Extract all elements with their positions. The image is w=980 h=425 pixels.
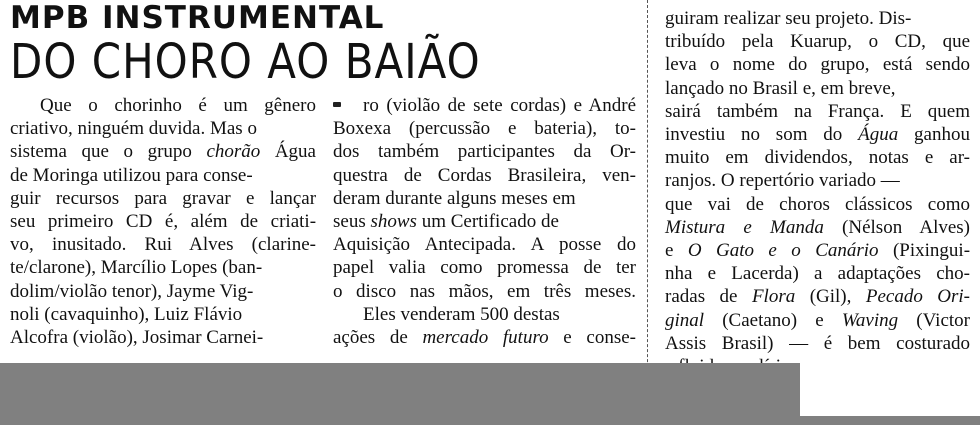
text-line: [665, 169, 970, 192]
line-text: ganhou: [898, 124, 970, 146]
line-text: guiram realizar seu projeto. Dis-: [665, 8, 912, 29]
line-text: Água: [260, 141, 316, 163]
text-line: [665, 100, 970, 123]
line-text: lançado no Brasil e, em breve,: [665, 77, 896, 99]
text-line: [333, 187, 636, 210]
text-line: [333, 164, 636, 187]
text-line: [665, 216, 970, 239]
line-text: muito em dividendos, notas e ar-: [665, 147, 970, 169]
text-line: [665, 146, 970, 169]
text-line: [10, 94, 316, 117]
line-text: deram durante alguns meses em: [333, 187, 576, 209]
article-kicker: MPB INSTRUMENTAL: [10, 0, 385, 36]
text-column-2: [333, 94, 636, 349]
text-line: [333, 303, 636, 326]
text-line: [333, 233, 636, 256]
line-text: leva o nome do grupo, está sendo: [665, 54, 970, 76]
text-line: [665, 332, 970, 355]
text-line: [10, 210, 316, 233]
text-line: [333, 140, 636, 163]
line-text: nha e Lacerda) a adaptações cho-: [665, 263, 970, 285]
line-text: guir recursos para gravar e lançar: [10, 187, 317, 209]
text-line: [665, 30, 970, 53]
italic-text: chorão: [206, 141, 261, 163]
column-divider: [647, 0, 648, 392]
text-line: [665, 7, 970, 30]
line-text: (Gil),: [795, 286, 866, 308]
italic-text: Pecado Ori-: [865, 286, 970, 308]
line-text: seus: [333, 211, 371, 233]
text-line: [665, 285, 970, 308]
text-line: [665, 262, 970, 285]
line-text: seu primeiro CD é, além de criati-: [10, 211, 317, 233]
line-text: noli (cavaquinho), Luiz Flávio: [10, 303, 243, 325]
text-column-3: [665, 7, 970, 425]
line-text: (Caetano) e: [704, 309, 842, 331]
italic-text: ginal: [665, 309, 705, 331]
text-line: [10, 187, 316, 210]
line-text: Que o chorinho é um gênero: [40, 95, 316, 116]
line-text: Assis Brasil) — é bem costurado: [665, 332, 971, 354]
text-line: [333, 326, 636, 349]
line-text: papel valia como promessa de ter: [333, 257, 637, 279]
line-text: e conse-: [548, 327, 636, 349]
line-text: questra de Cordas Brasileira, ven-: [333, 164, 636, 186]
text-line: [10, 326, 316, 349]
text-line: [10, 117, 316, 140]
line-text: ranjos. O repertório variado —: [665, 170, 900, 192]
text-column-1: [10, 94, 316, 349]
italic-text: Mistura e Manda: [665, 216, 824, 238]
text-line: [665, 53, 970, 76]
line-text: dos também participantes da Or-: [333, 141, 636, 163]
italic-text: Flora: [751, 286, 796, 308]
line-text: ações de: [333, 327, 423, 349]
italic-text: mercado futuro: [422, 327, 549, 349]
line-text: radas de: [665, 286, 752, 308]
line-text: de Moringa utilizou para conse-: [10, 164, 253, 186]
line-text: Aquisição Antecipada. A posse do: [333, 234, 636, 256]
line-text: um Certificado de: [416, 211, 559, 233]
line-text: investiu no som do: [665, 124, 859, 146]
line-text: te/clarone), Marcílio Lopes (ban-: [10, 257, 263, 279]
text-line: [665, 239, 970, 262]
line-text: Alcofra (violão), Josimar Carnei-: [10, 327, 264, 349]
text-line: [665, 123, 970, 146]
italic-text: shows: [370, 211, 417, 233]
line-text: que vai de choros clássicos como: [665, 193, 970, 215]
line-text: (Nélson Alves): [823, 216, 971, 238]
line-text: o disco nas mãos, em três meses.: [333, 280, 636, 302]
line-text: ro (violão de sete cordas) e André: [363, 95, 637, 116]
text-line: [665, 309, 970, 332]
article-headline: DO CHORO AO BAIÃO: [10, 33, 481, 90]
grey-bleed-strip: [800, 416, 980, 425]
text-line: [10, 303, 316, 326]
line-text: Boxexa (percussão e bateria), to-: [333, 118, 636, 140]
line-text: sairá também na França. E quem: [665, 100, 971, 122]
text-line: [333, 256, 636, 279]
text-line: [665, 77, 970, 100]
text-line: [333, 210, 636, 233]
italic-text: Waving: [841, 309, 899, 331]
line-text: sistema que o grupo: [10, 141, 207, 163]
text-line: [10, 140, 316, 163]
line-text: vo, inusitado. Rui Alves (clarine-: [10, 234, 316, 256]
text-line: [665, 193, 970, 216]
italic-text: O Gato e o Canário: [687, 240, 879, 262]
text-line: [333, 280, 636, 303]
text-line: [333, 94, 636, 117]
line-text: (Pixingui-: [878, 240, 971, 262]
line-text: tribuído pela Kuarup, o CD, que: [665, 31, 971, 53]
text-line: [10, 164, 316, 187]
text-line: [10, 256, 316, 279]
line-text: criativo, ninguém duvida. Mas o: [10, 118, 257, 140]
text-line: [10, 280, 316, 303]
italic-text: Água: [858, 124, 899, 146]
grey-bleed-area: [0, 363, 800, 425]
line-text: e: [665, 240, 688, 262]
line-text: dolim/violão tenor), Jayme Vig-: [10, 280, 254, 302]
text-line: [333, 117, 636, 140]
line-text: (Victor: [898, 309, 970, 331]
text-line: [10, 233, 316, 256]
line-text: Eles venderam 500 destas: [363, 303, 560, 325]
